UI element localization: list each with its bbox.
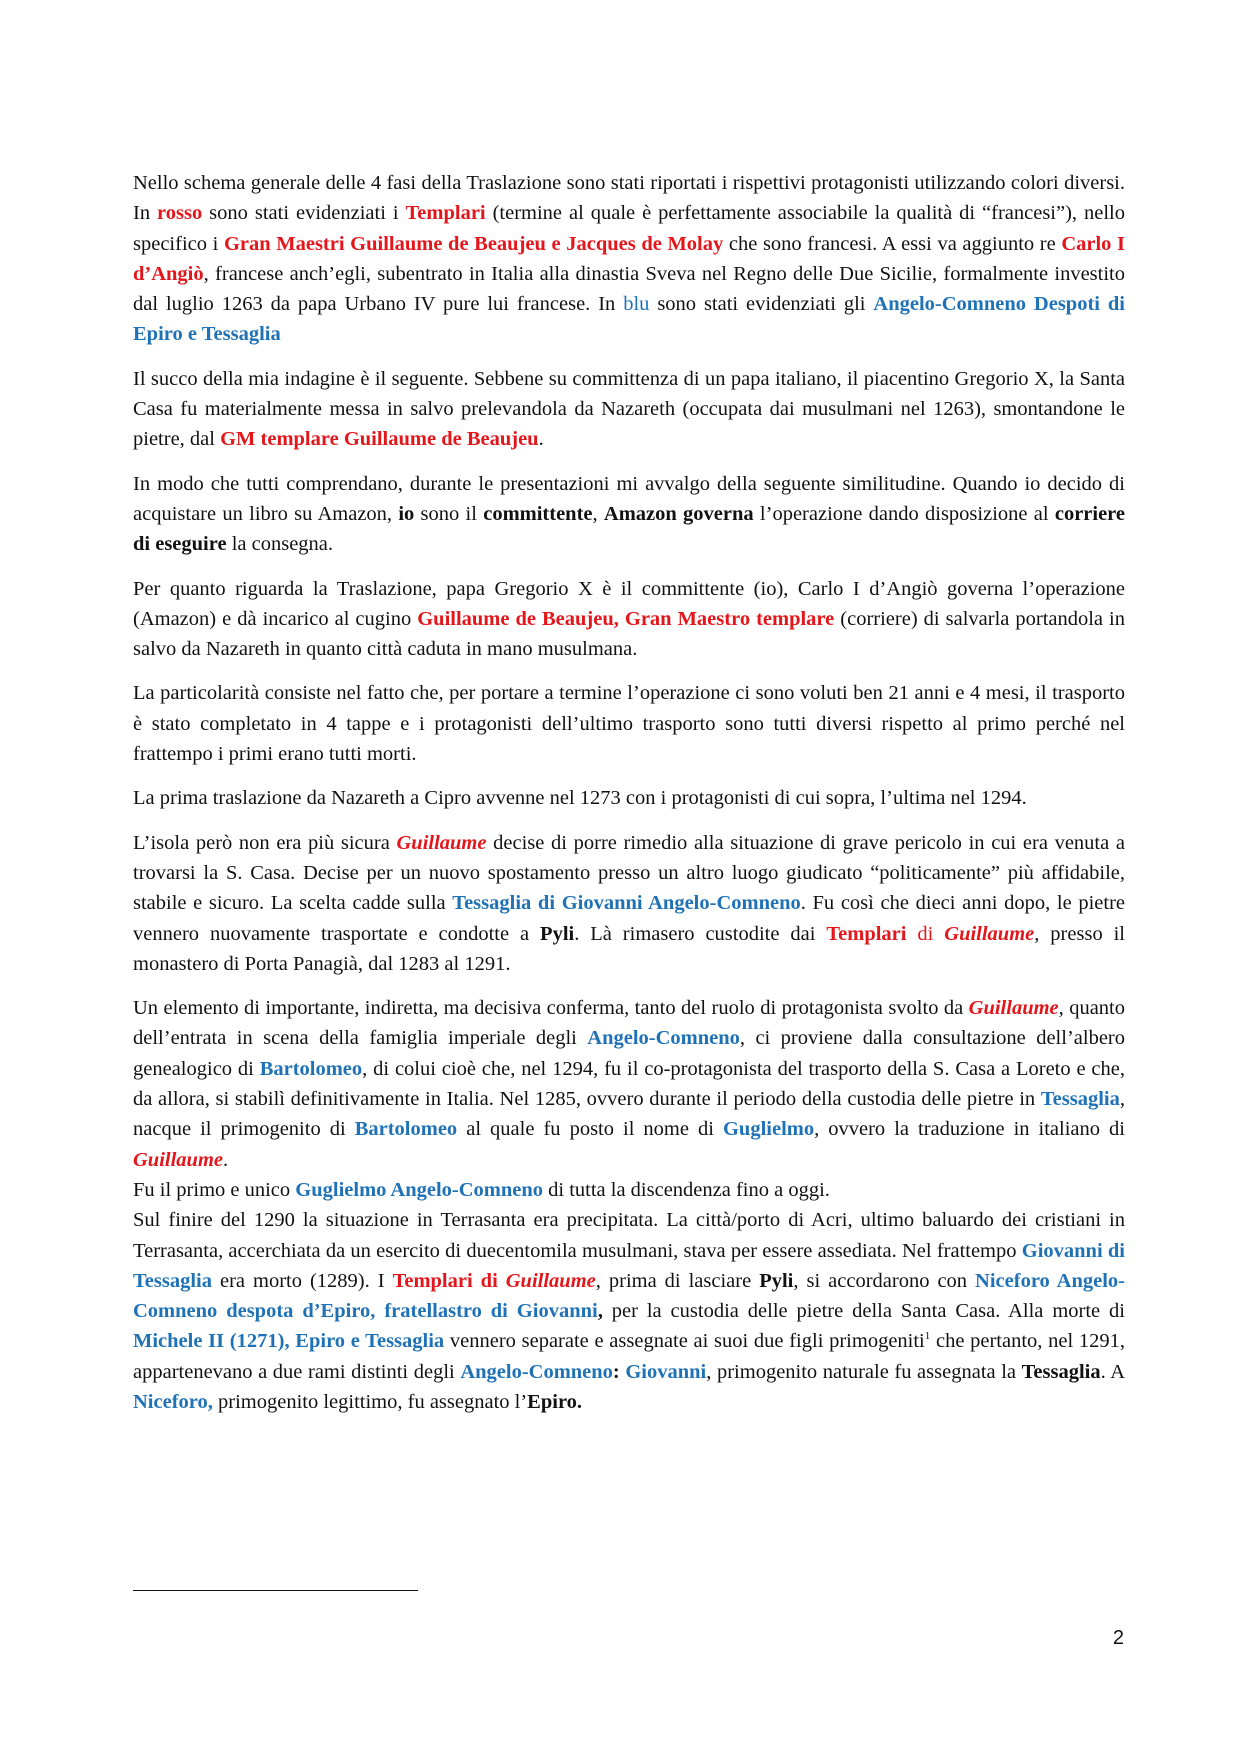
text-run: (termine al quale è perfettamente associabile la qualità di “francesi”), nello specifico i (133, 202, 1125, 255)
paragraph (133, 574, 1125, 665)
text-run: per la custodia delle pietre della Santa Casa. Alla morte di (602, 1300, 1125, 1323)
highlighted-text: Guglielmo Angelo-Comneno (295, 1178, 543, 1201)
text-run: , di colui cioè che, nel 1294, fu il co-protagonista del trasporto della S. Casa a Loreto e che, da allora, si stabilì definitivamente in Italia. Nel 1285, ovvero durante il periodo della custodia delle pietre in (133, 1057, 1125, 1111)
text-run: primogenito legittimo, fu assegnato l’ (212, 1390, 528, 1413)
text-run: sono stati evidenziati i (202, 202, 406, 225)
highlighted-text: Carlo I d’Angiò (133, 232, 1126, 285)
text-run: di tutta la discendenza fino a oggi. (543, 1178, 830, 1201)
text-run: , ci proviene dalla consultazione dell’albero genealogico di (133, 1027, 1125, 1080)
highlighted-text: Bartolomeo (259, 1057, 363, 1080)
text-run: Il succo della mia indagine è il seguente. Sebbene su committenza di un papa italiano, il piacentino Gregorio X, la Santa Casa fu materialmente messa in salvo prelevandola da Nazareth (occupata dai musulmani nel 1263), smontandone le pietre, dal (133, 367, 1125, 451)
highlighted-text: Angelo-Comneno (460, 1360, 613, 1383)
text-run: Amazon governa (603, 502, 754, 525)
text-run: : (612, 1360, 626, 1383)
highlighted-text: Michele II (1271), Epiro e Tessaglia (133, 1330, 445, 1353)
paragraph (133, 364, 1125, 455)
text-run: Epiro. (527, 1390, 583, 1413)
highlighted-text: blu (623, 293, 650, 316)
text-run: Nello schema generale delle 4 fasi della Traslazione sono stati riportati i rispettivi protagonisti utilizzando colori diversi. In (133, 172, 1125, 225)
highlighted-text: Angelo-Comneno (587, 1027, 740, 1050)
footnote-ref: 1 (924, 1330, 931, 1343)
text-run: . (223, 1148, 229, 1171)
text-run: . Là rimasero custodite dai (574, 922, 827, 945)
highlighted-text: Guglielmo (722, 1118, 815, 1141)
text-run: , (592, 502, 604, 525)
highlighted-text: Guillaume (396, 831, 487, 854)
paragraph (133, 469, 1125, 560)
text-run: , (597, 1300, 603, 1323)
text-run: , quanto dell’entrata in scena della famiglia imperiale degli (133, 997, 1125, 1050)
highlighted-text: Templari (405, 202, 486, 225)
text-run: In modo che tutti comprendano, durante le presentazioni mi avvalgo della seguente similitudine. Quando io decido di acquistare un libro su Amazon, (133, 472, 1125, 525)
text-run: io (398, 502, 415, 525)
highlighted-text: Bartolomeo (354, 1118, 458, 1141)
highlighted-text: Niceforo, (133, 1390, 213, 1413)
text-run: , francese anch’egli, subentrato in Italia alla dinastia Sveva nel Regno delle Due Sicilie, formalmente investito dal luglio 1263 da papa Urbano IV pure lui francese. In (133, 262, 1125, 316)
footnote-separator (133, 1590, 418, 1591)
paragraph (133, 1175, 1125, 1205)
highlighted-text: Guillaume de Beaujeu, Gran Maestro templare (417, 607, 835, 630)
highlighted-text: Tessaglia (1040, 1088, 1120, 1111)
highlighted-text: Guillaume (968, 997, 1059, 1020)
text-run: l’operazione dando disposizione al (753, 502, 1055, 525)
highlighted-text: Giovanni (625, 1360, 707, 1383)
highlighted-text: di (906, 922, 945, 945)
text-run: , si accordarono con (793, 1269, 976, 1292)
highlighted-text: Giovanni di Tessaglia (133, 1239, 1125, 1292)
text-run: corriere di eseguire (133, 502, 1126, 556)
text-run: che pertanto, nel 1291, appartenevano a due rami distinti degli (133, 1330, 1126, 1383)
text-run: Tessaglia (1021, 1360, 1101, 1383)
paragraph (133, 168, 1125, 350)
text-run: La prima traslazione da Nazareth a Cipro avvenne nel 1273 con i protagonisti di cui sopra, l’ultima nel 1294. (133, 787, 1027, 810)
text-run: , nacque il primogenito di (133, 1088, 1125, 1141)
text-run: Sul finire del 1290 la situazione in Terrasanta era precipitata. La città/porto di Acri, ultimo baluardo dei cristiani in Terrasanta, accerchiata da un esercito di duecentomila musulmani, stava per essere assediata. Nel frattempo (133, 1209, 1125, 1262)
document-body (133, 168, 1125, 1431)
highlighted-text: Tessaglia di Giovanni Angelo-Comneno (452, 892, 801, 915)
paragraph (133, 783, 1125, 813)
text-run: sono il (414, 502, 484, 525)
highlighted-text: Guillaume (505, 1269, 596, 1292)
text-run: , presso il monastero di Porta Panagià, dal 1283 al 1291. (133, 922, 1126, 975)
highlighted-text: Templari di (392, 1269, 506, 1292)
text-run: la consegna. (226, 533, 334, 556)
text-run: . Fu così che dieci anni dopo, le pietre vennero nuovamente trasportate e condotte a (133, 892, 1126, 945)
text-run: Fu il primo e unico (133, 1178, 296, 1201)
text-run: . (538, 428, 544, 451)
highlighted-text: rosso (157, 202, 203, 225)
paragraph (133, 828, 1125, 979)
highlighted-text: Gran Maestri Guillaume de Beaujeu e Jacques de Molay (223, 232, 724, 255)
text-run: , ovvero la traduzione in italiano di (814, 1118, 1125, 1141)
paragraph (133, 678, 1125, 769)
text-run: L’isola però non era più sicura (133, 831, 397, 854)
text-run: , prima di lasciare (595, 1269, 760, 1292)
text-run: committente (483, 502, 593, 525)
text-run: Per quanto riguarda la Traslazione, papa Gregorio X è il committente (io), Carlo I d’Angiò governa l’operazione (Amazon) e dà incarico al cugino (133, 577, 1125, 630)
text-run: , primogenito naturale fu assegnata la (706, 1360, 1022, 1383)
text-run: al quale fu posto il nome di (457, 1118, 723, 1141)
text-run: La particolarità consiste nel fatto che, per portare a termine l’operazione ci sono voluti ben 21 anni e 4 mesi, il trasporto è stato completato in 4 tappe e i protagonisti dell’ultimo trasporto sono tutti diversi rispetto al primo perché nel frattempo i primi erano tutti morti. (133, 682, 1125, 766)
text-run: (corriere) di salvarla portandola in salvo da Nazareth in quanto città caduta in mano musulmana. (133, 607, 1125, 661)
text-run: era morto (1289). I (212, 1269, 393, 1292)
paragraph (133, 993, 1125, 1175)
highlighted-text: Templari (826, 922, 907, 945)
highlighted-text: Guillaume (944, 922, 1035, 945)
text-run: Pyli (540, 922, 575, 945)
highlighted-text: Angelo-Comneno Despoti di Epiro e Tessaglia (133, 293, 1125, 346)
highlighted-text: Niceforo Angelo-Comneno despota d’Epiro, fratellastro di Giovanni (133, 1269, 1125, 1323)
page-number: 2 (1112, 1627, 1124, 1649)
text-run: Pyli (759, 1269, 794, 1292)
text-run: sono stati evidenziati gli (649, 293, 874, 316)
paragraph (133, 1205, 1125, 1417)
text-run: decise di porre rimedio alla situazione di grave pericolo in cui era venuta a trovarsi la S. Casa. Decise per un nuovo spostamento presso un altro luogo giudicato “politicamente” più affidabile, stabile e sicuro. La scelta cadde sulla (133, 831, 1125, 915)
highlighted-text: GM templare Guillaume de Beaujeu (220, 428, 539, 451)
text-run: che sono francesi. A essi va aggiunto re (723, 232, 1062, 255)
text-run: vennero separate e assegnate ai suoi due figli primogeniti (444, 1330, 925, 1353)
highlighted-text: Guillaume (133, 1148, 223, 1171)
text-run: Un elemento di importante, indiretta, ma decisiva conferma, tanto del ruolo di protagonista svolto da (133, 997, 969, 1020)
text-run: . A (1100, 1360, 1126, 1383)
